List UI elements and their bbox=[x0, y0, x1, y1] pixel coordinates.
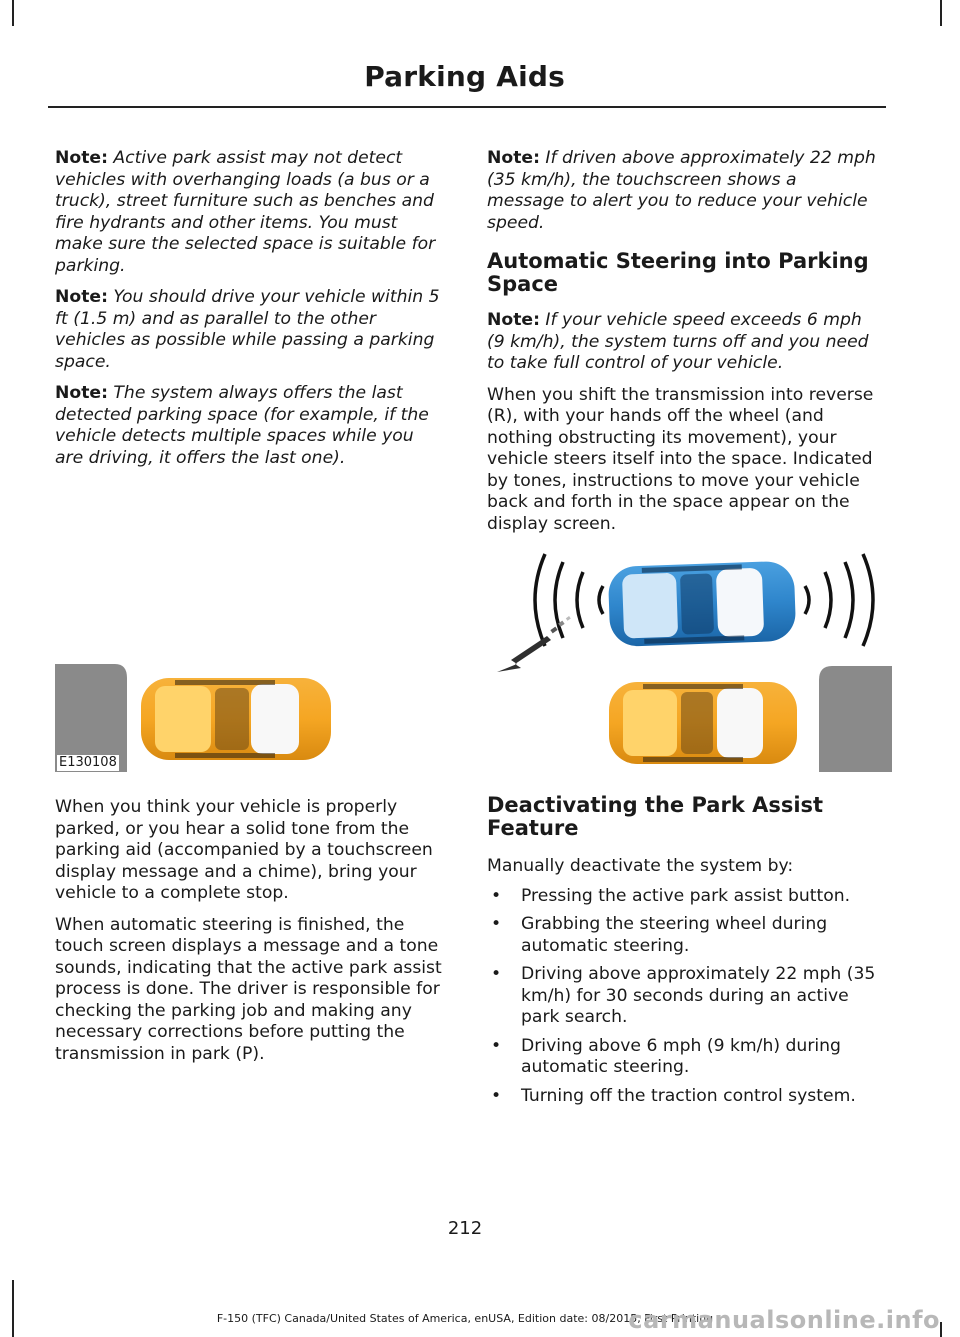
heading-automatic-steering: Automatic Steering into Parking Space bbox=[487, 249, 869, 296]
crop-mark bbox=[940, 0, 942, 26]
deactivate-list bbox=[487, 886, 879, 1108]
header-divider bbox=[48, 106, 886, 108]
deactivate-intro: Manually deactivate the system by: bbox=[487, 856, 794, 876]
paragraph-reverse: When you shift the transmission into reverse (R), with your hands off the wheel (and nothing obstructing its movement), your vehicle steers itself into the space. Indicated by tones, instructions to move your vehicle back and forth in the space appear on the display screen. bbox=[487, 384, 874, 534]
paragraph-properly-parked: When you think your vehicle is properly parked, or you hear a solid tone from the parking aid (accompanied by a touchscreen display message and a chime), bring your vehicle to a complete stop. bbox=[55, 797, 433, 903]
note-drive-within: Note: You should drive your vehicle within 5 ft (1.5 m) and as parallel to the other vehicles as possible while passing a parking space. bbox=[55, 287, 440, 372]
list-item: • Grabbing the steering wheel during automatic steering. bbox=[491, 914, 828, 956]
curb-right bbox=[819, 666, 892, 772]
parked-orange-car bbox=[609, 682, 797, 764]
list-item: • Driving above approximately 22 mph (35 km/h) for 30 seconds during an active park search. bbox=[491, 964, 876, 1027]
watermark: carmanualsonline.info bbox=[628, 1306, 940, 1334]
list-item: • Turning off the traction control system. bbox=[491, 1085, 856, 1106]
steering-car-illustration bbox=[487, 548, 892, 772]
heading-deactivating: Deactivating the Park Assist Feature bbox=[487, 793, 824, 840]
note-overhanging-loads: Note: Active park assist may not detect vehicles with overhanging loads (a bus or a truck), street furniture such as benches and fire hydrants and other items. You must make sure the selected space is suitable for parking. bbox=[55, 148, 436, 276]
crop-mark bbox=[12, 0, 14, 26]
crop-mark bbox=[12, 1280, 14, 1337]
orange-car bbox=[141, 678, 331, 760]
note-speed-alert: Note: If driven above approximately 22 mph (35 km/h), the touchscreen shows a message to alert you to reduce your vehicle speed. bbox=[487, 148, 876, 233]
sensor-waves-left bbox=[535, 554, 603, 646]
page-number: 212 bbox=[447, 1218, 483, 1239]
blue-car bbox=[608, 561, 797, 647]
right-column bbox=[487, 148, 879, 545]
edition-footer: F-150 (TFC) Canada/United States of America, enUSA, Edition date: 08/2015, First Printing bbox=[216, 1312, 714, 1325]
list-item: • Pressing the active park assist button. bbox=[491, 885, 851, 906]
figure-id-label: E130108 bbox=[59, 755, 117, 770]
paragraph-steering-finished: When automatic steering is finished, the touch screen displays a message and a tone sounds, indicating that the active park assist process is done. The driver is responsible for checking the parking job and making any necessary corrections before putting the transmission in park (P). bbox=[55, 914, 442, 1064]
note-last-space: Note: The system always offers the last detected parking space (for example, if the vehicle detects multiple spaces while you are driving, it offers the last one). bbox=[55, 383, 429, 468]
reverse-direction-arrow-icon bbox=[497, 616, 571, 672]
list-item: • Driving above 6 mph (9 km/h) during automatic steering. bbox=[491, 1035, 841, 1077]
left-column bbox=[55, 148, 447, 479]
crop-mark bbox=[940, 1322, 942, 1337]
note-speed-exceeds: Note: If your vehicle speed exceeds 6 mph (9 km/h), the system turns off and you need to take full control of your vehicle. bbox=[487, 310, 869, 373]
left-column-lower bbox=[55, 797, 447, 1075]
page-title: Parking Aids bbox=[364, 60, 565, 93]
parked-car-figure bbox=[55, 664, 400, 772]
steering-car-figure bbox=[487, 548, 892, 772]
right-column-lower bbox=[487, 794, 879, 1114]
sensor-waves-right bbox=[805, 554, 873, 646]
